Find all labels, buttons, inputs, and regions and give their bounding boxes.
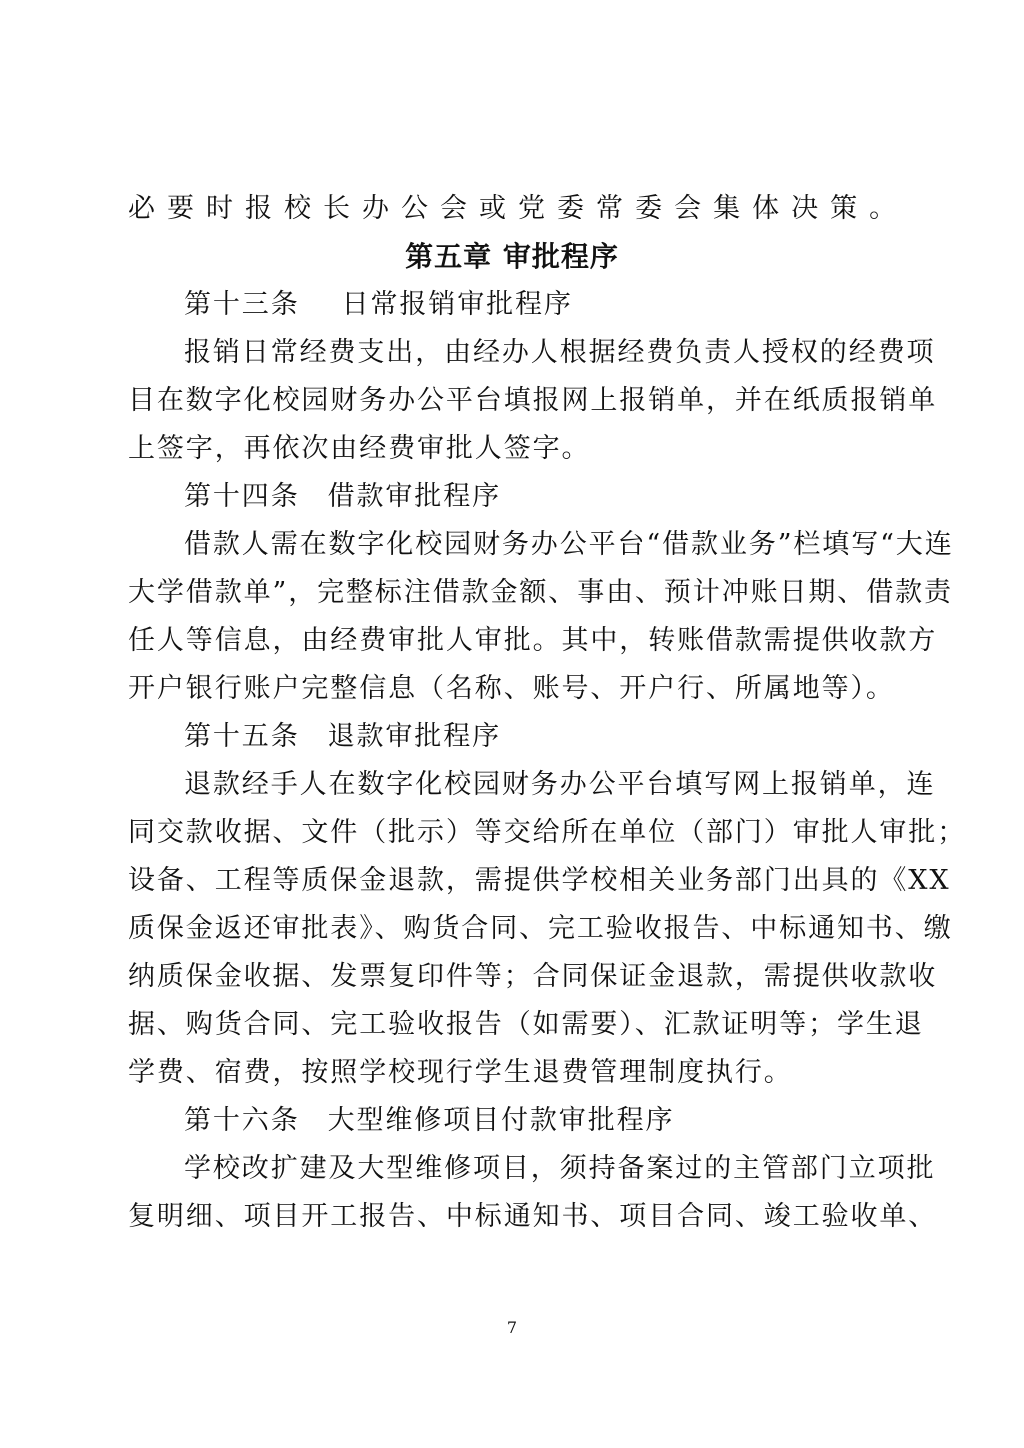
paragraph-line: 学校改扩建及大型维修项目，须持备案过的主管部门立项批 [184, 1153, 936, 1184]
paragraph-line: 设备、工程等质保金退款，需提供学校相关业务部门出具的《XX [128, 865, 951, 896]
paragraph-line: 目在数字化校园财务办公平台填报网上报销单，并在纸质报销单 [128, 385, 938, 416]
paragraph-line: 大学借款单”，完整标注借款金额、事由、预计冲账日期、借款责 [128, 577, 953, 608]
paragraph-line: 同交款收据、文件（批示）等交给所在单位（部门）审批人审批； [128, 817, 967, 848]
paragraph-line: 退款经手人在数字化校园财务办公平台填写网上报销单，连 [184, 769, 936, 800]
paragraph-line: 开户银行账户完整信息（名称、账号、开户行、所属地等）。 [128, 673, 895, 704]
paragraph-line: 报销日常经费支出，由经办人根据经费负责人授权的经费项 [184, 337, 936, 368]
paragraph-line: 借款人需在数字化校园财务办公平台“借款业务”栏填写“大连 [184, 529, 954, 560]
article-number: 第十三条 [184, 289, 300, 320]
article-title: 借款审批程序 [327, 481, 502, 512]
article-number: 第十六条 [184, 1105, 300, 1136]
paragraph-line: 纳质保金收据、发票复印件等；合同保证金退款，需提供收款收 [128, 961, 938, 992]
paragraph-line: 据、购货合同、完工验收报告（如需要）、汇款证明等；学生退 [128, 1009, 924, 1040]
paragraph-line: 任人等信息，由经费审批人审批。其中，转账借款需提供收款方 [128, 625, 938, 656]
paragraph-line: 学费、宿费，按照学校现行学生退费管理制度执行。 [128, 1057, 793, 1088]
paragraph-line: 质保金返还审批表》、购货合同、完工验收报告、中标通知书、缴 [128, 913, 953, 944]
paragraph-line: 复明细、项目开工报告、中标通知书、项目合同、竣工验收单、 [128, 1201, 938, 1232]
article-heading [184, 1101, 898, 1141]
article-heading [184, 717, 898, 757]
article-number: 第十四条 [184, 481, 300, 512]
paragraph-line: 上签字，再依次由经费审批人签字。 [128, 433, 591, 464]
article-heading [184, 477, 898, 517]
article-number: 第十五条 [184, 721, 300, 752]
page-number: 7 [506, 1318, 518, 1337]
chapter-title: 第五章 审批程序 [405, 240, 619, 273]
article-heading [184, 285, 898, 325]
article-title: 大型维修项目付款审批程序 [327, 1105, 675, 1136]
continuation-line: 必要时报校长办公会或党委常委会集体决策。 [128, 193, 898, 224]
article-title: 日常报销审批程序 [341, 289, 573, 320]
article-title: 退款审批程序 [327, 721, 502, 752]
